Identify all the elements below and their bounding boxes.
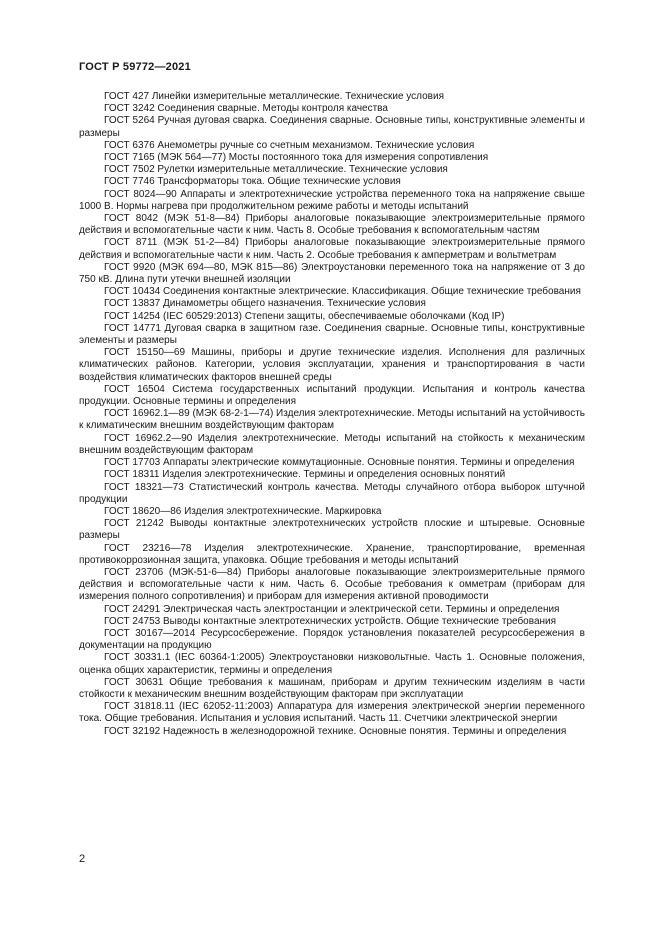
reference-item: ГОСТ 24753 Выводы контактные электротехнических устройств. Общие технические требования: [104, 615, 557, 627]
reference-item: ГОСТ 16504 Система государственных испытаний продукции. Испытания и контроль качества продукции. Основные термины и определения: [79, 383, 585, 408]
reference-item: ГОСТ 9920 (МЭК 694—80, МЭК 815—86) Электроустановки переменного тока на напряжение от 3 до 750 кВ. Длина пути утечки внешней изоляции: [79, 261, 585, 286]
reference-item: ГОСТ 24291 Электрическая часть электростанции и электрической сети. Термины и определения: [104, 603, 560, 615]
reference-item: ГОСТ 7165 (МЭК 564—77) Мосты постоянного тока для измерения сопротивления: [104, 152, 489, 164]
reference-item: ГОСТ 13837 Динамометры общего назначения. Технические условия: [104, 298, 426, 310]
reference-item: ГОСТ 16962.1—89 (МЭК 68-2-1—74) Изделия электротехнические. Методы испытаний на устойчивость к климатическим внешним воздействующим факторам: [79, 408, 585, 432]
reference-item: ГОСТ 15150—69 Машины, приборы и другие технические изделия. Исполнения для различных климатических районов. Категории, условия эксплуатации, хранения и транспортирования в части воздействия климатических факторов внешней среды: [79, 347, 585, 383]
reference-item: ГОСТ 17703 Аппараты электрические коммутационные. Основные понятия. Термины и определения: [104, 457, 575, 469]
reference-item: ГОСТ 7502 Рулетки измерительные металлические. Технические условия: [104, 164, 448, 176]
reference-item: ГОСТ 7746 Трансформаторы тока. Общие технические условия: [104, 176, 401, 188]
reference-item: ГОСТ 3242 Соединения сварные. Методы контроля качества: [104, 103, 388, 115]
reference-item: ГОСТ 16962.2—90 Изделия электротехнические. Методы испытаний на стойкость к механическим внешним воздействующим факторам: [79, 432, 585, 456]
reference-item: ГОСТ 10434 Соединения контактные электрические. Классификация. Общие технические требования: [104, 286, 581, 298]
reference-item: ГОСТ 23216—78 Изделия электротехнические. Хранение, транспортирование, временная противокоррозионная защита, упаковка. Общие требования и методы испытаний: [79, 542, 585, 566]
reference-item: ГОСТ 427 Линейки измерительные металлические. Технические условия: [104, 91, 444, 102]
reference-item: ГОСТ 30167—2014 Ресурсосбережение. Порядок установления показателей ресурсосбережения в документации на продукцию: [79, 627, 585, 652]
reference-item: ГОСТ 21242 Выводы контактные электротехнических устройств плоские и штыревые. Основные размеры: [79, 518, 585, 542]
page-number: 2: [79, 853, 86, 865]
reference-item: ГОСТ 8024—90 Аппараты и электротехнические устройства переменного тока на напряжение свыше 1000 В. Нормы нагрева при продолжительном режиме работы и методы испытаний: [79, 188, 585, 212]
reference-item: ГОСТ 31818.11 (IEC 62052-11:2003) Аппаратура для измерения электрической энергии переменного тока. Общие требования. Испытания и условия испытаний. Часть 11. Счетчики электрической энергии: [79, 701, 585, 725]
reference-item: ГОСТ 14254 (IEC 60529:2013) Степени защиты, обеспечиваемые оболочками (Код IP): [104, 310, 505, 322]
reference-list: [79, 91, 585, 738]
document-header: ГОСТ Р 59772—2021: [79, 61, 191, 73]
reference-item: ГОСТ 5264 Ручная дуговая сварка. Соединения сварные. Основные типы, конструктивные элементы и размеры: [79, 115, 585, 139]
reference-item: ГОСТ 18321—73 Статистический контроль качества. Методы случайного отбора выборок штучной продукции: [79, 481, 585, 505]
reference-item: ГОСТ 8711 (МЭК 51-2—84) Приборы аналоговые показывающие электроизмерительные прямого действия и вспомогательные части к ним. Часть 2. Особые требования к амперметрам и вольтметрам: [79, 237, 585, 261]
reference-item: ГОСТ 6376 Анемометры ручные со счетным механизмом. Технические условия: [104, 139, 475, 151]
reference-item: ГОСТ 18311 Изделия электротехнические. Термины и определения основных понятий: [104, 469, 506, 481]
reference-item: ГОСТ 32192 Надежность в железнодорожной технике. Основные понятия. Термины и определения: [104, 725, 567, 737]
reference-item: ГОСТ 14771 Дуговая сварка в защитном газе. Соединения сварные. Основные типы, конструктивные элементы и размеры: [79, 322, 585, 347]
reference-item: ГОСТ 23706 (МЭК-51-6—84) Приборы аналоговые показывающие электроизмерительные прямого действия и вспомогательные части к ним. Часть 6. Особые требования к омметрам (приборам для измерения полного сопротивления) и приборам для измерения активной проводимости: [79, 566, 585, 603]
reference-item: ГОСТ 18620—86 Изделия электротехнические. Маркировка: [104, 505, 382, 517]
reference-item: ГОСТ 8042 (МЭК 51-8—84) Приборы аналоговые показывающие электроизмерительные прямого действия и вспомогательные части к ним. Часть 8. Особые требования к вспомогательным частям: [79, 213, 585, 237]
reference-item: ГОСТ 30331.1 (IEC 60364-1:2005) Электроустановки низковольтные. Часть 1. Основные положения, оценка общих характеристик, термины и определения: [79, 652, 585, 676]
reference-item: ГОСТ 30631 Общие требования к машинам, приборам и другим техническим изделиям в части стойкости к механическим внешним воздействующим факторам при эксплуатации: [79, 676, 585, 700]
